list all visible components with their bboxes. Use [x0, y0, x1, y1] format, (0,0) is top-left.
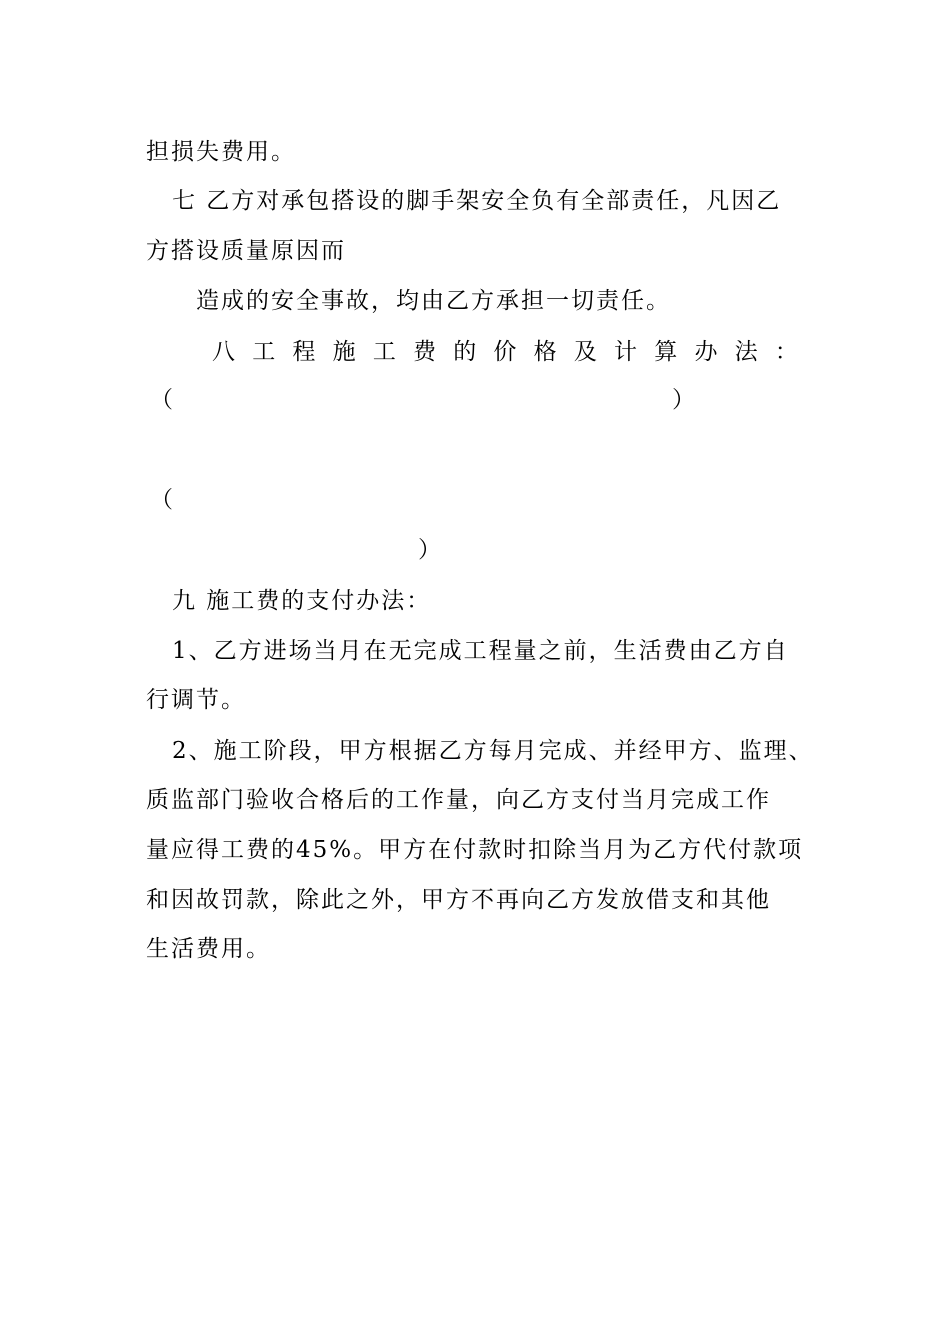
heading-char: 及: [573, 339, 597, 365]
close-paren: ）: [418, 537, 443, 563]
text-line: 担损失费用。: [146, 139, 296, 165]
open-paren: （: [150, 487, 175, 513]
text-line: 生活费用。: [146, 936, 271, 962]
heading-char: 算: [654, 339, 678, 365]
heading-char: 程: [292, 339, 316, 365]
heading-char: 工: [252, 339, 276, 365]
item-two-line: 2、施工阶段，甲方根据乙方每月完成、并经甲方、监理、: [172, 738, 814, 764]
text-line: 方搭设质量原因而: [146, 238, 346, 264]
close-paren: ）: [672, 387, 697, 413]
heading-char: 格: [533, 339, 557, 365]
heading-char: 价: [493, 339, 517, 365]
text-line: 行调节。: [146, 687, 246, 713]
open-paren: （: [150, 387, 175, 413]
text-line: 质监部门验收合格后的工作量，向乙方支付当月完成工作: [146, 787, 771, 813]
clause-eight-heading: [212, 341, 798, 364]
heading-char: 办: [694, 339, 718, 365]
text-line: 和因故罚款，除此之外，甲方不再向乙方发放借支和其他: [146, 887, 771, 913]
heading-char: 工: [372, 339, 396, 365]
text-line: 量应得工费的45%。甲方在付款时扣除当月为乙方代付款项: [146, 837, 804, 863]
clause-seven-line: 七 乙方对承包搭设的脚手架安全负有全部责任，凡因乙: [172, 188, 782, 214]
heading-char: ：: [774, 339, 798, 365]
text-line: 造成的安全事故，均由乙方承担一切责任。: [196, 288, 671, 314]
heading-char: 计: [614, 339, 638, 365]
heading-char: 费: [413, 339, 437, 365]
heading-char: 八: [212, 339, 235, 365]
item-one-line: 1、乙方进场当月在无完成工程量之前，生活费由乙方自: [172, 638, 789, 664]
heading-char: 的: [453, 339, 477, 365]
heading-char: 法: [734, 339, 758, 365]
heading-char: 施: [332, 339, 356, 365]
clause-nine-heading: 九 施工费的支付办法：: [172, 588, 432, 614]
